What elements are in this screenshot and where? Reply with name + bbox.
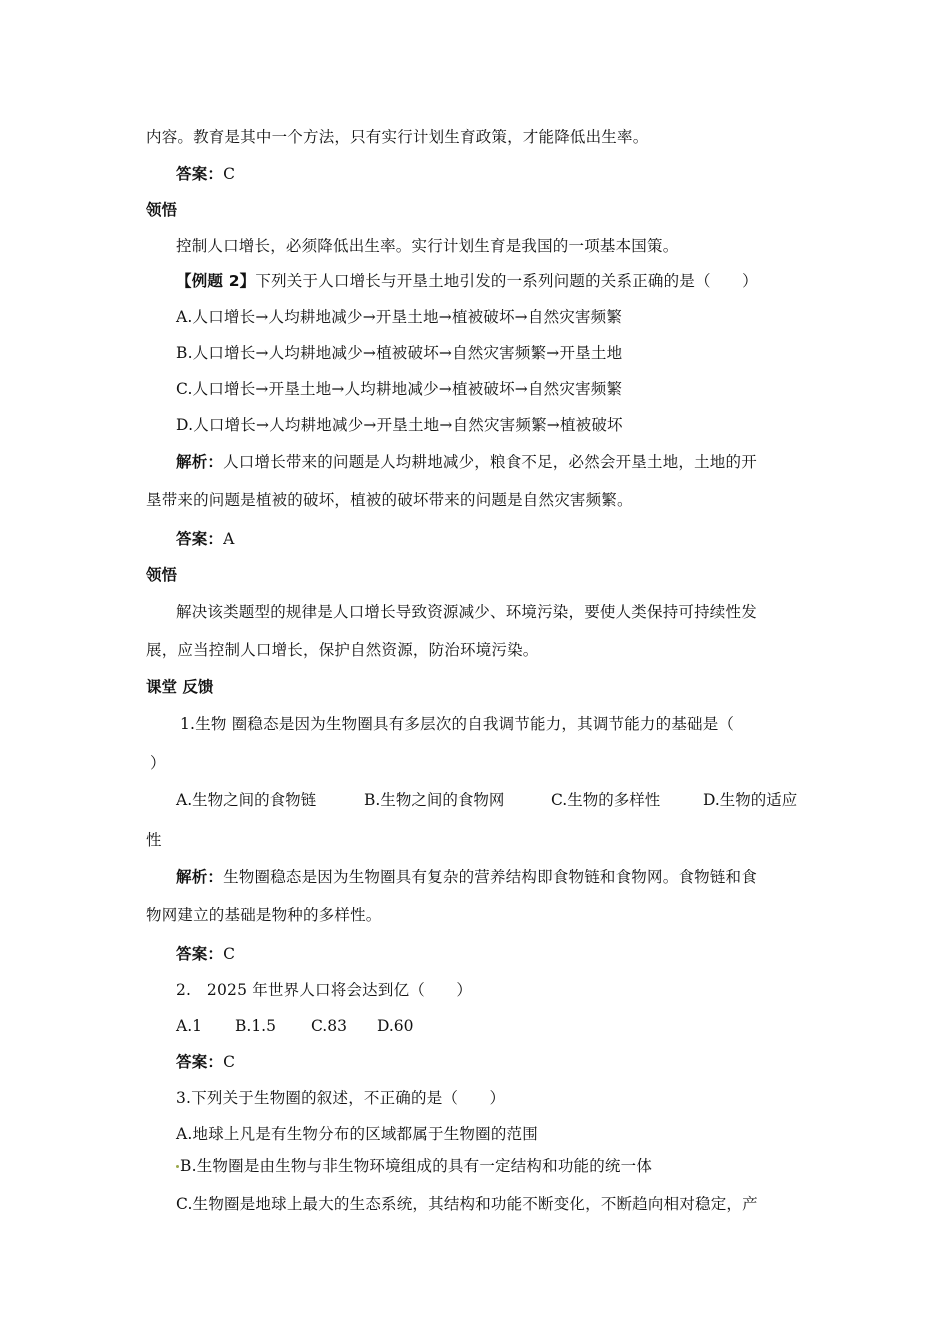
section-heading-ketang: 课堂 反馈 (146, 678, 214, 696)
example-question (176, 271, 758, 291)
answer-label: 答案： (176, 165, 224, 183)
option-c: C.生物的多样性 (551, 791, 661, 809)
text-line: 控制人口增长，必须降低出生率。实行计划生育是我国的一项基本国策。 (176, 237, 679, 255)
text-line: 解决该类题型的规律是人口增长导致资源减少、环境污染，要使人类保持可持续性发 (176, 603, 757, 621)
answer-line (176, 944, 235, 964)
example-text: 下列关于人口增长与开垦土地引发的一系列问题的关系正确的是（ ） (255, 272, 758, 290)
answer-line (176, 529, 235, 549)
option-c: C.人口增长→开垦土地→人均耕地减少→植被破坏→自然灾害频繁 (176, 380, 623, 398)
question-1-continuation: ） (150, 754, 166, 772)
decorative-dot (176, 1165, 179, 1168)
answer-value: C (223, 945, 236, 963)
section-heading-lingwu: 领悟 (146, 201, 178, 219)
option-a: A.1 (176, 1017, 202, 1035)
text-line: 展，应当控制人口增长，保护自然资源，防治环境污染。 (146, 641, 539, 659)
option-a: A.生物之间的食物链 (176, 791, 317, 809)
question-1: 1.生物 圈稳态是因为生物圈具有多层次的自我调节能力，其调节能力的基础是（ (180, 715, 735, 733)
answer-label: 答案： (176, 530, 224, 548)
option-b: B.1.5 (235, 1017, 276, 1035)
analysis-continuation: 物网建立的基础是物种的多样性。 (146, 906, 382, 924)
analysis-line (176, 452, 757, 472)
option-d-continuation: 性 (146, 831, 162, 849)
option-d: D.生物的适应 (703, 791, 798, 809)
text-line: 内容。教育是其中一个方法，只有实行计划生育政策，才能降低出生率。 (146, 128, 649, 146)
question-2: 2. 2025 年世界人口将会达到亿（ ） (176, 981, 473, 999)
answer-line (176, 1052, 235, 1072)
option-d: D.60 (377, 1017, 414, 1035)
option-b: B.生物圈是由生物与非生物环境组成的具有一定结构和功能的统一体 (180, 1157, 653, 1175)
option-c: C.生物圈是地球上最大的生态系统，其结构和功能不断变化，不断趋向相对稳定，产 (176, 1195, 758, 1213)
analysis-text: 人口增长带来的问题是人均耕地减少，粮食不足，必然会开垦土地，土地的开 (223, 453, 757, 471)
analysis-label: 解析： (176, 453, 224, 471)
answer-value: C (223, 1053, 236, 1071)
option-a: A.人口增长→人均耕地减少→开垦土地→植被破坏→自然灾害频繁 (176, 308, 623, 326)
analysis-continuation: 垦带来的问题是植被的破坏，植被的破坏带来的问题是自然灾害频繁。 (146, 491, 633, 509)
analysis-label: 解析： (176, 868, 224, 886)
section-heading-lingwu: 领悟 (146, 566, 178, 584)
answer-label: 答案： (176, 1053, 224, 1071)
option-b: B.人口增长→人均耕地减少→植被破坏→自然灾害频繁→开垦土地 (176, 344, 623, 362)
question-3: 3.下列关于生物圈的叙述，不正确的是（ ） (176, 1089, 506, 1107)
analysis-text: 生物圈稳态是因为生物圈具有复杂的营养结构即食物链和食物网。食物链和食 (223, 868, 757, 886)
answer-value: C (223, 165, 236, 183)
example-label: 【例题 2】 (176, 272, 256, 290)
option-d: D.人口增长→人均耕地减少→开垦土地→自然灾害频繁→植被破坏 (176, 416, 623, 434)
option-b: B.生物之间的食物网 (364, 791, 505, 809)
answer-value: A (223, 530, 235, 548)
option-c: C.83 (311, 1017, 347, 1035)
answer-label: 答案： (176, 945, 224, 963)
option-a: A.地球上凡是有生物分布的区域都属于生物圈的范围 (176, 1125, 538, 1143)
answer-line (176, 164, 235, 184)
analysis-line (176, 867, 757, 887)
